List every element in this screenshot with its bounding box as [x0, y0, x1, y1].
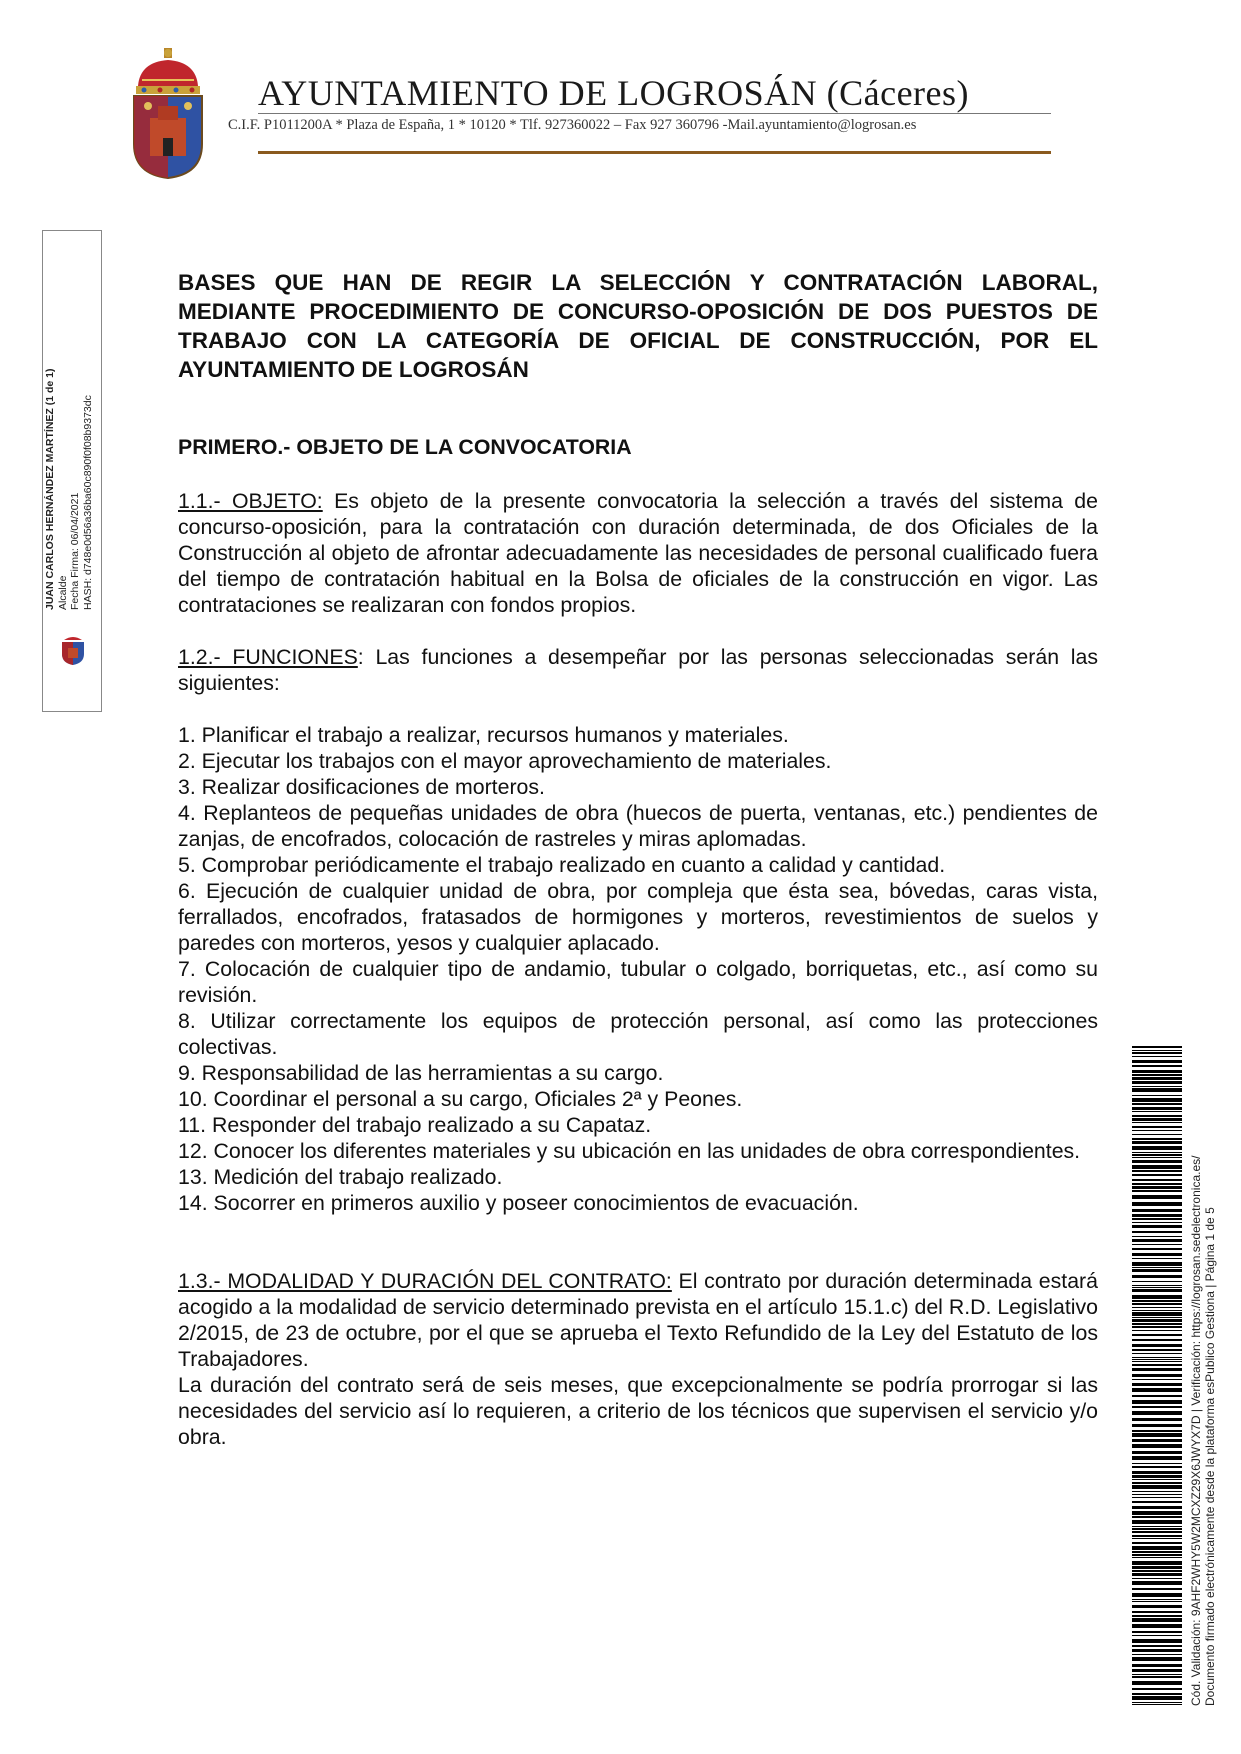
barcode-bar — [1132, 1323, 1182, 1325]
barcode-bar — [1132, 1439, 1182, 1442]
barcode-bar — [1132, 1202, 1182, 1206]
barcode-bar — [1132, 1174, 1182, 1176]
barcode-bar — [1132, 1506, 1182, 1509]
barcode-bar — [1132, 1285, 1182, 1286]
barcode-bar — [1132, 1307, 1182, 1308]
barcode-bar — [1132, 1702, 1182, 1703]
barcode-bar — [1132, 1086, 1182, 1087]
barcode-bar — [1132, 1330, 1182, 1331]
list-item: 13. Medición del trabajo realizado. — [178, 1165, 503, 1189]
barcode-bar — [1132, 1546, 1182, 1550]
paragraph-modalidad-text: El contrato por duración determinada estará acogido a la modalidad de servicio determinado prevista en el artículo 15.1.c) del R.D. Legislativo 2/2015, de 23 de octubre, por el que se aprueba el Texto Refundido de la Ley del Estatuto de los Trabajadores. — [178, 1269, 1098, 1371]
document-body — [178, 268, 1098, 1476]
list-item: 4. Replanteos de pequeñas unidades de obra (huecos de puerta, ventanas, etc.) pendientes de zanjas, de encofrados, colocación de rastreles y miras aplomadas. — [178, 801, 1098, 851]
barcode-bar — [1132, 1107, 1182, 1110]
barcode-bar — [1132, 1520, 1182, 1524]
list-item: 12. Conocer los diferentes materiales y su ubicación en las unidades de obra correspondientes. — [178, 1139, 1081, 1163]
barcode-bar — [1132, 1275, 1182, 1278]
list-item: 9. Responsabilidad de las herramientas a su cargo. — [178, 1061, 664, 1085]
barcode-bar — [1132, 1209, 1182, 1212]
barcode-bar — [1132, 1244, 1182, 1245]
barcode-bar — [1132, 1654, 1182, 1655]
coat-of-arms-logo — [128, 48, 208, 180]
verification-note — [1190, 1046, 1217, 1706]
list-item: 3. Realizar dosificaciones de morteros. — [178, 775, 545, 799]
barcode-bar — [1132, 1081, 1182, 1084]
barcode-bar — [1132, 1418, 1182, 1421]
signer-name: JUAN CARLOS HERNÁNDEZ MARTÍNEZ (1 de 1) — [44, 368, 56, 610]
barcode-bar — [1132, 1258, 1182, 1259]
list-item: 11. Responder del trabajo realizado a su Capataz. — [178, 1113, 652, 1137]
paragraph-objeto-text: Es objeto de la presente convocatoria la selección a través del sistema de concurso-oposición, para la contratación con duración determinada, de dos Oficiales de la Construcción al objeto de afrontar adecuadamente las necesidades de personal cualificado fuera del tiempo de contratación habitual en la Bolsa de oficiales de la construcción en vigor. Las contrataciones se realizaran con fondos propios. — [178, 489, 1098, 617]
barcode-bar — [1132, 1095, 1182, 1096]
barcode-bar — [1132, 1411, 1182, 1415]
signer-role: Alcalde — [56, 575, 69, 610]
barcode-bar — [1132, 1353, 1182, 1354]
barcode-bar — [1132, 1475, 1182, 1478]
barcode-bar — [1132, 1267, 1182, 1268]
barcode-bar — [1132, 1688, 1182, 1690]
signature-block — [44, 280, 104, 610]
barcode-bar — [1132, 1190, 1182, 1192]
barcode-bar — [1132, 1433, 1182, 1437]
barcode-bar — [1132, 1681, 1182, 1685]
barcode-bar — [1132, 1395, 1182, 1397]
paragraph-objeto-label: 1.1.- OBJETO: — [178, 489, 323, 513]
barcode-bar — [1132, 1310, 1182, 1311]
barcode-bar — [1132, 1130, 1182, 1131]
barcode-bar — [1132, 1122, 1182, 1123]
list-item: 2. Ejecutar los trabajos con el mayor aprovechamiento de materiales. — [178, 749, 832, 773]
barcode-bar — [1132, 1126, 1182, 1128]
barcode-bar — [1132, 1479, 1182, 1480]
barcode-bar — [1132, 1430, 1182, 1432]
barcode-bar — [1132, 1231, 1182, 1233]
verification-code-line: Cód. Validación: 9AHF2WHY5W2MCXZ29X6JWYX7D | Verificación: https://logrosan.sedelectronica.es/ — [1189, 1155, 1203, 1706]
barcode-bar — [1132, 1364, 1182, 1366]
barcode-bar — [1132, 1088, 1182, 1092]
list-item: 14. Socorrer en primeros auxilio y poseer conocimientos de evacuación. — [178, 1191, 859, 1215]
barcode-bar — [1132, 1056, 1182, 1057]
barcode-bar — [1132, 1482, 1182, 1484]
verification-platform-line: Documento firmado electrónicamente desde la plataforma esPublico Gestiona | Página 1 de 5 — [1202, 1207, 1217, 1706]
barcode-bar — [1132, 1645, 1182, 1647]
barcode-bar — [1132, 1551, 1182, 1553]
barcode-bar — [1132, 1070, 1182, 1073]
barcode-bar — [1132, 1262, 1182, 1266]
barcode-bar — [1132, 1218, 1182, 1220]
barcode-bar — [1132, 1065, 1182, 1067]
barcode-bar — [1132, 1561, 1182, 1565]
barcode-bar — [1132, 1115, 1182, 1117]
municipality-contact-info: C.I.F. P1011200A * Plaza de España, 1 * 10120 * Tlf. 927360022 – Fax 927 360796 -Mail.ayuntamiento@logrosan.es — [228, 117, 917, 133]
barcode-bar — [1132, 1289, 1182, 1292]
barcode-bar — [1132, 1118, 1182, 1121]
barcode-bar — [1132, 1669, 1182, 1672]
barcode-bar — [1132, 1046, 1182, 1048]
barcode-bar — [1132, 1557, 1182, 1558]
barcode-bar — [1132, 1361, 1182, 1362]
barcode-bar — [1132, 1236, 1182, 1237]
paragraph-duracion: La duración del contrato será de seis meses, que excepcionalmente se podría prorrogar si las necesidades del servicio así lo requieren, a criterio de los técnicos que supervisen el servicio y/o obra. — [178, 1373, 1098, 1449]
barcode-bar — [1132, 1179, 1182, 1181]
barcode-bar — [1132, 1052, 1182, 1054]
barcode-bar — [1132, 1693, 1182, 1695]
barcode-bar — [1132, 1253, 1182, 1256]
barcode-bar — [1132, 1326, 1182, 1328]
paragraph-modalidad-label: 1.3.- MODALIDAD Y DURACIÓN DEL CONTRATO: — [178, 1269, 672, 1293]
barcode-bar — [1132, 1531, 1182, 1533]
barcode-bar — [1132, 1466, 1182, 1468]
barcode-bar — [1132, 1334, 1182, 1336]
barcode-bar — [1132, 1349, 1182, 1351]
barcode-bar — [1132, 1374, 1182, 1377]
barcode-bar — [1132, 1400, 1182, 1404]
barcode-bar — [1132, 1444, 1182, 1448]
barcode-bar — [1132, 1281, 1182, 1282]
barcode-bar — [1132, 1152, 1182, 1153]
barcode-bar — [1132, 1535, 1182, 1537]
barcode-bar — [1132, 1295, 1182, 1299]
barcode-bar — [1132, 1154, 1182, 1156]
barcode-bar — [1132, 1319, 1182, 1322]
barcode-bar — [1132, 1570, 1182, 1572]
barcode-bar — [1132, 1195, 1182, 1199]
barcode-bar — [1132, 1631, 1182, 1633]
paragraph-funciones-text: : Las funciones a desempeñar por las personas seleccionadas serán las siguientes: — [178, 645, 1099, 695]
paragraph-modalidad — [178, 1268, 1098, 1372]
barcode-bar — [1132, 1379, 1182, 1380]
barcode-bar — [1132, 1214, 1182, 1217]
section-title: PRIMERO.- OBJETO DE LA CONVOCATORIA — [178, 435, 632, 459]
barcode-bar — [1132, 1157, 1182, 1158]
paragraph-funciones — [178, 644, 1098, 696]
barcode-bar — [1132, 1511, 1182, 1515]
barcode-bar — [1132, 1098, 1182, 1102]
header-divider-thick — [258, 151, 1051, 154]
barcode-bar — [1132, 1138, 1182, 1140]
barcode-bar — [1132, 1388, 1182, 1392]
barcode-bar — [1132, 1451, 1182, 1454]
barcode-bar — [1132, 1406, 1182, 1408]
barcode-bar — [1132, 1566, 1182, 1569]
barcode-bar — [1132, 1141, 1182, 1144]
barcode-bar — [1132, 1160, 1182, 1163]
barcode-bar — [1132, 1339, 1182, 1341]
barcode-bar — [1132, 1368, 1182, 1371]
signature-crest-icon — [56, 632, 90, 666]
barcode-bar — [1132, 1357, 1182, 1358]
list-item: 7. Colocación de cualquier tipo de andamio, tubular o colgado, borriquetas, etc., así como su revisión. — [178, 957, 1098, 1007]
barcode-bar — [1132, 1165, 1182, 1169]
barcode-bar — [1132, 1526, 1182, 1527]
barcode-bar — [1132, 1303, 1182, 1305]
barcode-bar — [1132, 1593, 1182, 1597]
barcode-bar — [1132, 1287, 1182, 1288]
barcode-bar — [1132, 1639, 1182, 1643]
barcode-bar — [1132, 1657, 1182, 1661]
document-title: BASES QUE HAN DE REGIR LA SELECCIÓN Y CONTRATACIÓN LABORAL, MEDIANTE PROCEDIMIENTO DE CONCURSO-OPOSICIÓN DE DOS PUESTOS DE TRABAJO CON LA CATEGORÍA DE OFICIAL DE CONSTRUCCIÓN, POR EL AYUNTAMIENTO DE LOGROSÁN — [178, 270, 1098, 382]
signature-hash: HASH: d748e0d56a36ba60c890f0f08b9373dc — [81, 395, 94, 610]
barcode-bar — [1132, 1696, 1182, 1700]
barcode-bar — [1132, 1704, 1182, 1705]
barcode-bar — [1132, 1103, 1182, 1105]
barcode-bar — [1132, 1344, 1182, 1347]
barcode-bar — [1132, 1605, 1182, 1608]
barcode-bar — [1132, 1674, 1182, 1675]
barcode-bar — [1132, 1516, 1182, 1518]
list-item: 5. Comprobar periódicamente el trabajo realizado en cuanto a calidad y cantidad. — [178, 853, 946, 877]
barcode-bar — [1132, 1471, 1182, 1474]
barcode-bar — [1132, 1312, 1182, 1316]
barcode-bar — [1132, 1239, 1182, 1242]
barcode-bar — [1132, 1269, 1182, 1272]
barcode-bar — [1132, 1111, 1182, 1112]
barcode-bar — [1132, 1588, 1182, 1590]
barcode-bar — [1132, 1485, 1182, 1489]
signature-date: Fecha Firma: 06/04/2021 — [69, 492, 81, 610]
list-item: 6. Ejecución de cualquier unidad de obra, por compleja que ésta sea, bóvedas, caras vista, ferrallados, encofrados, fratasados de hormigones y morteros, revestimientos de suelos y paredes con morteros, yesos y cualquier aplacado. — [178, 879, 1098, 955]
paragraph-objeto — [178, 488, 1098, 618]
barcode-bar — [1132, 1611, 1182, 1613]
barcode-bar — [1132, 1676, 1182, 1678]
barcode-bar — [1132, 1649, 1182, 1652]
barcode-bar — [1132, 1300, 1182, 1302]
barcode-bar — [1132, 1222, 1182, 1223]
barcode-bar — [1132, 1615, 1182, 1617]
barcode-bar — [1132, 1538, 1182, 1539]
barcode-bar — [1132, 1624, 1182, 1628]
barcode-bar — [1132, 1077, 1182, 1080]
barcode-bar — [1132, 1491, 1182, 1492]
barcode-bar — [1132, 1497, 1182, 1498]
paragraph-funciones-label: 1.2.- FUNCIONES — [178, 645, 358, 669]
barcode-bar — [1132, 1183, 1182, 1185]
barcode-bar — [1132, 1134, 1182, 1135]
barcode-bar — [1132, 1456, 1182, 1460]
barcode-bar — [1132, 1060, 1182, 1063]
list-item: 10. Coordinar el personal a su cargo, Oficiales 2ª y Peones. — [178, 1087, 743, 1111]
barcode-bar — [1132, 1225, 1182, 1228]
barcode-bar — [1132, 1248, 1182, 1250]
barcode-bar — [1132, 1664, 1182, 1667]
barcode-bar — [1132, 1528, 1182, 1530]
barcode-bar — [1132, 1186, 1182, 1189]
barcode-bar — [1132, 1601, 1182, 1602]
municipality-title: AYUNTAMIENTO DE LOGROSÁN (Cáceres) — [258, 73, 970, 113]
barcode-bar — [1132, 1573, 1182, 1576]
barcode-bar — [1132, 1494, 1182, 1495]
barcode-bar — [1132, 1635, 1182, 1636]
verification-barcode — [1132, 1046, 1182, 1706]
barcode-bar — [1132, 1463, 1182, 1464]
barcode-bar — [1132, 1618, 1182, 1622]
barcode-bar — [1132, 1146, 1182, 1150]
barcode-bar — [1132, 1170, 1182, 1172]
list-item: 1. Planificar el trabajo a realizar, recursos humanos y materiales. — [178, 723, 789, 747]
barcode-bar — [1132, 1383, 1182, 1386]
barcode-bar — [1132, 1581, 1182, 1585]
barcode-bar — [1132, 1074, 1182, 1076]
barcode-bar — [1132, 1578, 1182, 1579]
functions-list — [178, 722, 1098, 1216]
barcode-bar — [1132, 1424, 1182, 1427]
barcode-bar — [1132, 1501, 1182, 1503]
barcode-bar — [1132, 1359, 1182, 1360]
barcode-bar — [1132, 1542, 1182, 1544]
barcode-bar — [1132, 1050, 1182, 1051]
header-divider-thin — [258, 113, 1051, 114]
barcode-bar — [1132, 1554, 1182, 1556]
list-item: 8. Utilizar correctamente los equipos de protección personal, así como las protecciones colectivas. — [178, 1009, 1098, 1059]
barcode-bar — [1132, 1599, 1182, 1600]
barcode-bar — [1132, 1317, 1182, 1318]
